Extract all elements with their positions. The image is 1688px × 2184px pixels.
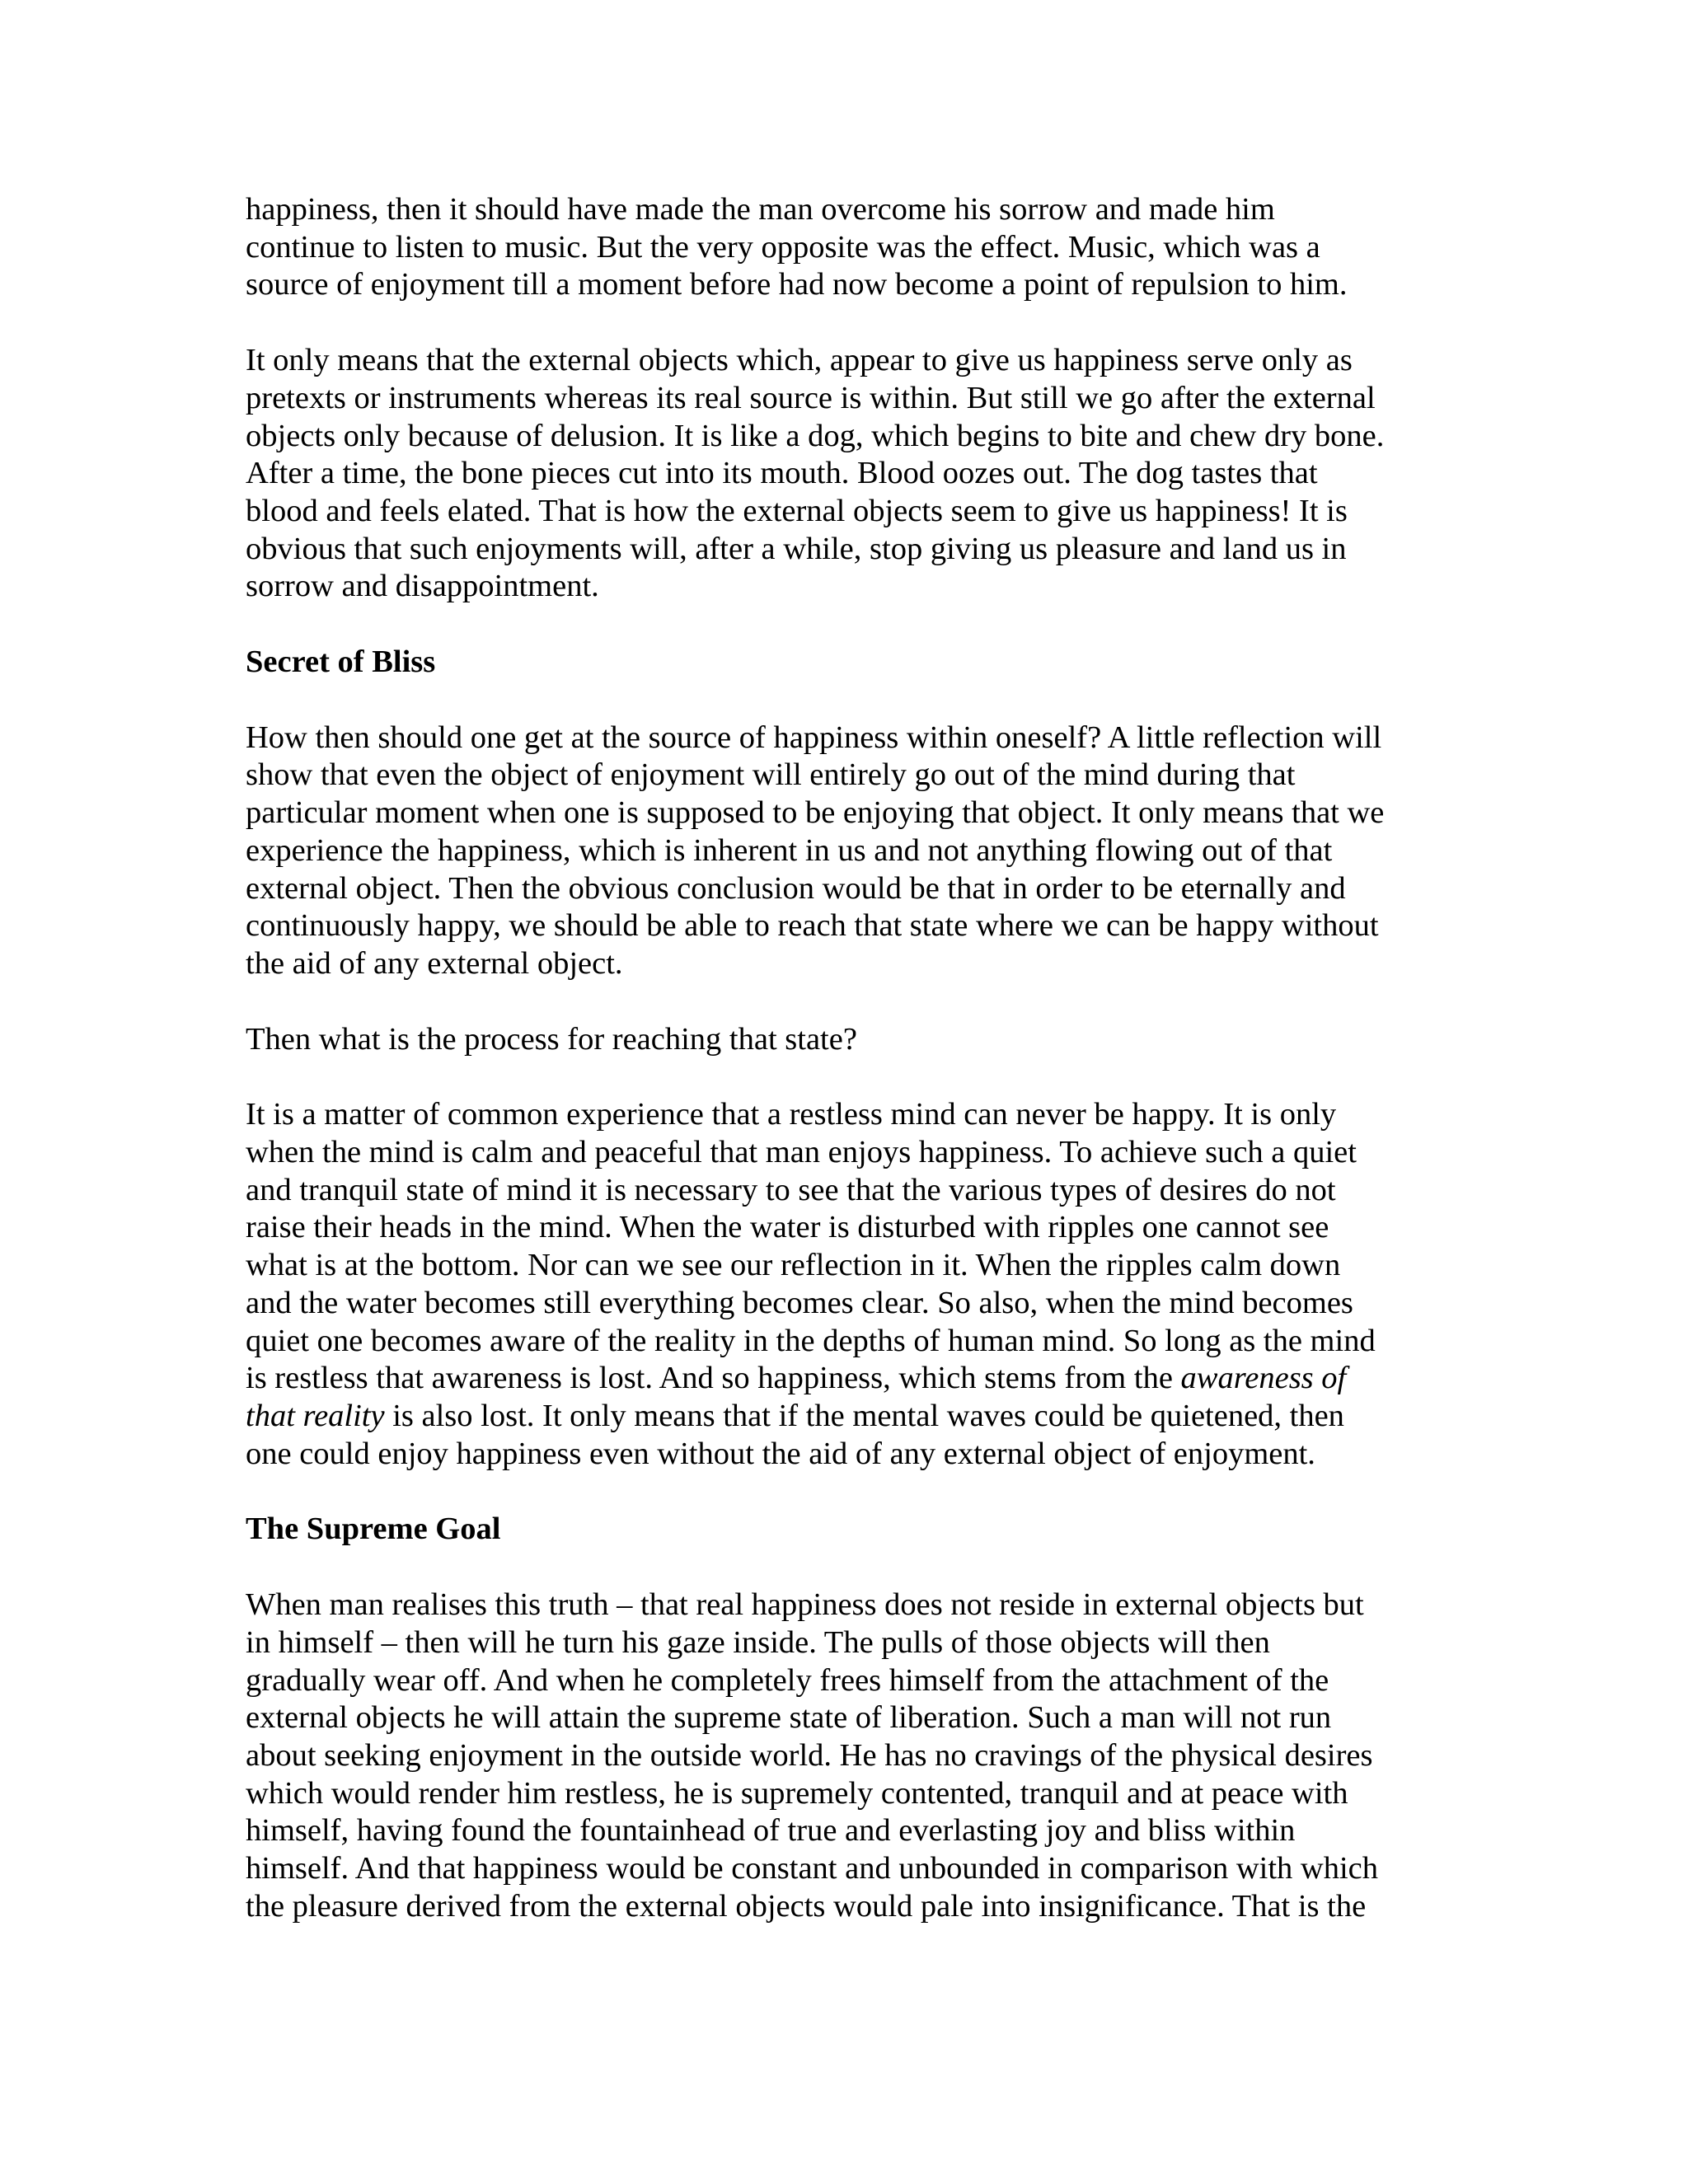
paragraph-3 — [246, 719, 1449, 983]
text-line — [246, 1398, 1449, 1436]
text-line — [246, 1360, 1449, 1398]
text-line: happiness, then it should have made the man overcome his sorrow and made him — [246, 192, 1275, 227]
text-segment: is restless that awareness is lost. And so happiness, which stems from the — [246, 1361, 1181, 1396]
text-line: blood and feels elated. That is how the external objects seem to give us happiness! It is — [246, 493, 1348, 528]
section-heading-secret-of-bliss: Secret of Bliss — [246, 644, 436, 680]
text-line: external object. Then the obvious conclusion would be that in order to be eternally and — [246, 870, 1346, 906]
text-line: obvious that such enjoyments will, after a while, stop giving us pleasure and land us in — [246, 531, 1347, 566]
text-line: raise their heads in the mind. When the water is disturbed with ripples one cannot see — [246, 1210, 1329, 1245]
paragraph-1 — [246, 191, 1449, 304]
text-line: particular moment when one is supposed to be enjoying that object. It only means that we — [246, 795, 1385, 831]
text-line: experience the happiness, which is inherent in us and not anything flowing out of that — [246, 832, 1333, 868]
text-line: It is a matter of common experience that a restless mind can never be happy. It is only — [246, 1097, 1337, 1132]
text-line: one could enjoy happiness even without the aid of any external object of enjoyment. — [246, 1436, 1315, 1471]
text-line: gradually wear off. And when he completely frees himself from the attachment of the — [246, 1662, 1329, 1698]
text-line: in himself – then will he turn his gaze inside. The pulls of those objects will then — [246, 1624, 1270, 1660]
text-line: After a time, the bone pieces cut into its mouth. Blood oozes out. The dog tastes that — [246, 456, 1318, 491]
text-line: about seeking enjoyment in the outside world. He has no cravings of the physical desires — [246, 1737, 1373, 1773]
text-line: when the mind is calm and peaceful that man enjoys happiness. To achieve such a quiet — [246, 1135, 1357, 1170]
text-line: sorrow and disappointment. — [246, 569, 599, 604]
text-line: How then should one get at the source of happiness within oneself? A little reflection will — [246, 719, 1382, 755]
text-line: objects only because of delusion. It is like a dog, which begins to bite and chew dry bone. — [246, 418, 1385, 453]
section-heading-supreme-goal: The Supreme Goal — [246, 1511, 501, 1547]
text-line: source of enjoyment till a moment before had now become a point of repulsion to him. — [246, 267, 1348, 302]
paragraph-5 — [246, 1096, 1449, 1473]
text-line: quiet one becomes aware of the reality in the depths of human mind. So long as the mind — [246, 1323, 1376, 1358]
text-line: external objects he will attain the supreme state of liberation. Such a man will not run — [246, 1700, 1332, 1736]
text-line: It only means that the external objects which, appear to give us happiness serve only as — [246, 343, 1353, 378]
italic-text: that reality — [246, 1398, 385, 1433]
paragraph-4 — [246, 1021, 1449, 1059]
text-line: show that even the object of enjoyment will entirely go out of the mind during that — [246, 757, 1296, 793]
text-line: himself, having found the fountainhead of true and everlasting joy and bliss within — [246, 1813, 1296, 1849]
text-segment: is also lost. It only means that if the mental waves could be quietened, then — [384, 1398, 1344, 1433]
italic-text: awareness of — [1180, 1361, 1347, 1396]
text-line: Then what is the process for reaching that state? — [246, 1021, 857, 1057]
text-line: the aid of any external object. — [246, 945, 623, 981]
document-page — [246, 191, 1449, 1963]
text-line: the pleasure derived from the external objects would pale into insignificance. That is the — [246, 1888, 1367, 1924]
text-line: himself. And that happiness would be constant and unbounded in comparison with which — [246, 1851, 1379, 1886]
paragraph-2 — [246, 342, 1449, 606]
text-line: and the water becomes still everything becomes clear. So also, when the mind becomes — [246, 1285, 1353, 1320]
text-line: what is at the bottom. Nor can we see our reflection in it. When the ripples calm down — [246, 1248, 1341, 1283]
text-line: When man realises this truth – that real happiness does not reside in external objects but — [246, 1587, 1364, 1623]
paragraph-6 — [246, 1586, 1449, 1925]
text-line: and tranquil state of mind it is necessary to see that the various types of desires do not — [246, 1172, 1336, 1207]
text-line: pretexts or instruments whereas its real source is within. But still we go after the external — [246, 380, 1376, 415]
text-line: continuously happy, we should be able to reach that state where we can be happy without — [246, 908, 1379, 944]
text-line: which would render him restless, he is supremely contented, tranquil and at peace with — [246, 1775, 1348, 1811]
text-line: continue to listen to music. But the very opposite was the effect. Music, which was a — [246, 229, 1320, 265]
